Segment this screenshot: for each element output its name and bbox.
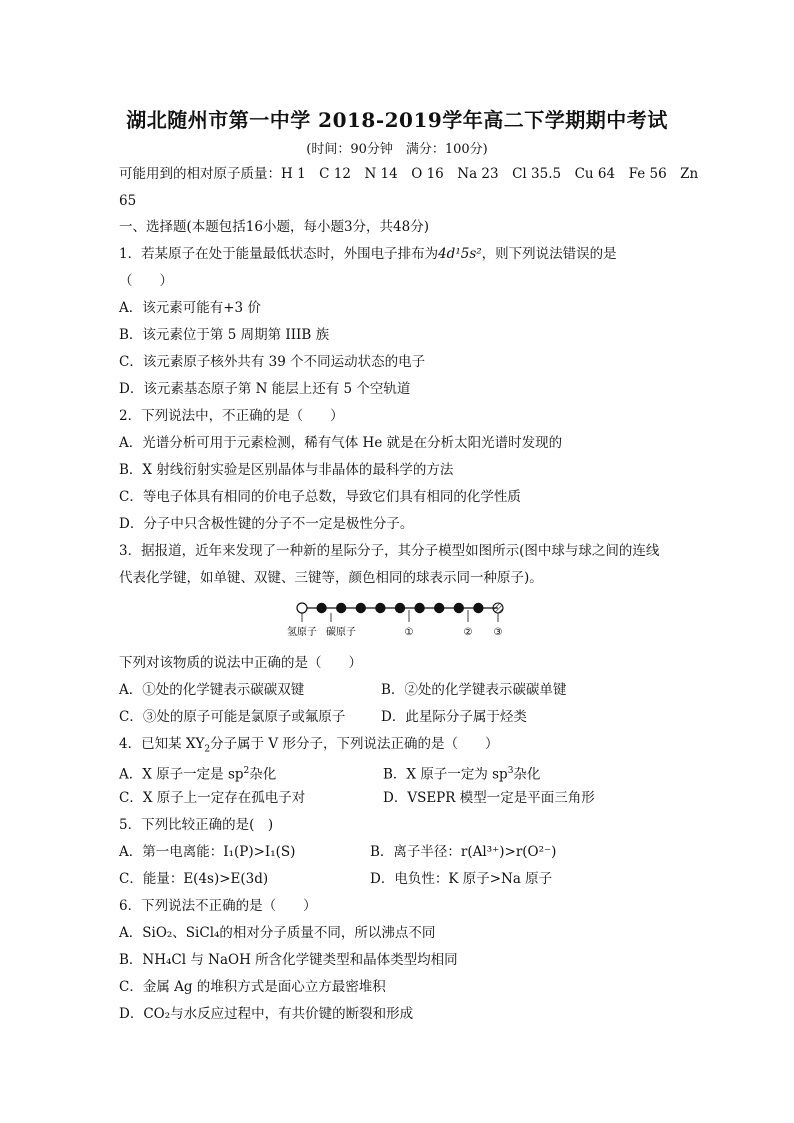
question-1-stem — [119, 244, 617, 264]
label-position-2: ② — [463, 627, 473, 638]
q4-stem-text: 4．已知某 XY — [119, 736, 205, 752]
q3-option-b: B．②处的化学键表示碳碳单键 — [381, 682, 567, 698]
q2-option-b: B．X 射线衍射实验是区别晶体与非晶体的最科学的方法 — [119, 462, 454, 478]
carbon-atom — [454, 603, 464, 613]
q3-option-d: D．此星际分子属于烃类 — [381, 709, 527, 725]
q2-option-d: D．分子中只含极性键的分子不一定是极性分子。 — [119, 516, 414, 532]
q4-a-tail: 杂化 — [249, 766, 277, 783]
hydrogen-atom — [297, 603, 307, 613]
q5-option-d: D．电负性：K 原子>Na 原子 — [370, 871, 553, 887]
q4-stem-tail: 分子属于 V 形分子，下列说法正确的是（ ） — [210, 736, 499, 752]
q4-b-tail: 杂化 — [513, 766, 541, 783]
carbon-atom — [473, 603, 483, 613]
q3-option-a: A．①处的化学键表示碳碳双键 — [119, 682, 305, 698]
q6-option-d: D．CO₂与水反应过程中，有共价键的断裂和形成 — [119, 1006, 414, 1022]
q6-option-b: B．NH₄Cl 与 NaOH 所含化学键类型和晶体类型均相同 — [119, 952, 458, 968]
q4-option-b — [383, 761, 540, 785]
q4-a-sup: 2 — [243, 766, 250, 776]
q1-option-b: B．该元素位于第 5 周期第 IIIB 族 — [119, 327, 330, 343]
q1-answer-paren: （ ） — [119, 273, 173, 289]
q1-electron-config: 4d¹5s² — [438, 246, 482, 262]
atomic-masses-line: 可能用到的相对原子质量：H 1 C 12 N 14 O 16 Na 23 Cl 35.5 Cu 64 Fe 56 Zn — [119, 166, 699, 182]
q3-option-c: C．③处的原子可能是氯原子或氟原子 — [119, 709, 346, 725]
section-heading: 一、选择题(本题包括16小题，每小题3分，共48分) — [119, 219, 429, 235]
exam-title: 湖北随州市第一中学 2018-2019学年高二下学期期中考试 — [126, 108, 668, 132]
q5-option-c: C．能量：E(4s)>E(3d) — [119, 871, 269, 887]
q2-option-c: C．等电子体具有相同的价电子总数，导致它们具有相同的化学性质 — [119, 489, 521, 505]
q1-stem-tail: ，则下列说法错误的是 — [481, 246, 617, 262]
q4-a-text: A．X 原子一定是 sp — [119, 766, 244, 783]
q4-b-sup: 3 — [507, 766, 514, 776]
label-carbon: 碳原子 — [326, 627, 356, 638]
q4-option-a — [119, 761, 276, 785]
label-position-1: ① — [404, 627, 414, 638]
question-3-stem: 3．据报道，近年来发现了一种新的星际分子，其分子模型如图所示(图中球与球之间的连线 — [119, 543, 660, 559]
q2-option-a: A．光谱分析可用于元素检测，稀有气体 He 就是在分析太阳光谱时发现的 — [119, 435, 563, 451]
carbon-atom — [375, 603, 385, 613]
carbon-atom — [316, 603, 326, 613]
question-4-stem — [119, 734, 498, 760]
q4-b-text: B．X 原子一定为 sp — [383, 766, 508, 783]
q1-option-d: D．该元素基态原子第 N 能层上还有 5 个空轨道 — [119, 381, 411, 397]
q4-option-d: D．VSEPR 模型一定是平面三角形 — [383, 790, 595, 806]
q1-stem-text: 1．若某原子在处于能量最低状态时，外围电子排布为 — [119, 246, 439, 262]
q6-option-c: C．金属 Ag 的堆积方式是面心立方最密堆积 — [119, 979, 386, 995]
carbon-atom — [414, 603, 424, 613]
label-position-3: ③ — [493, 627, 503, 638]
carbon-atom — [434, 603, 444, 613]
q1-option-a: A．该元素可能有+3 价 — [119, 300, 261, 316]
question-3-stem-cont: 代表化学键，如单键、双键、三键等，颜色相同的球表示同一种原子)。 — [119, 570, 543, 586]
q5-option-a: A．第一电离能：I₁(P)>I₁(S) — [119, 844, 296, 860]
question-5-stem: 5．下列比较正确的是( ) — [119, 817, 274, 833]
label-hydrogen: 氢原子 — [287, 627, 317, 638]
question-3-prompt: 下列对该物质的说法中正确的是（ ） — [119, 655, 362, 671]
carbon-atom — [336, 603, 346, 613]
carbon-atom — [395, 603, 405, 613]
atomic-masses-line-cont: 65 — [119, 193, 137, 209]
q4-option-c: C．X 原子上一定存在孤电子对 — [119, 790, 306, 806]
q6-option-a: A．SiO₂、SiCl₄的相对分子质量不同，所以沸点不同 — [119, 925, 436, 941]
q1-option-c: C．该元素原子核外共有 39 个不同运动状态的电子 — [119, 354, 426, 370]
q4-subscript: 2 — [204, 744, 211, 755]
molecule-model-diagram — [284, 598, 514, 644]
question-2-stem: 2．下列说法中，不正确的是（ ） — [119, 408, 344, 424]
carbon-atom — [356, 603, 366, 613]
q5-option-b: B．离子半径：r(Al³⁺)>r(O²⁻) — [370, 844, 557, 860]
exam-subtitle: (时间：90分钟 满分：100分) — [306, 142, 488, 157]
position-3-atom — [493, 603, 503, 613]
question-6-stem: 6．下列说法不正确的是（ ） — [119, 898, 317, 914]
